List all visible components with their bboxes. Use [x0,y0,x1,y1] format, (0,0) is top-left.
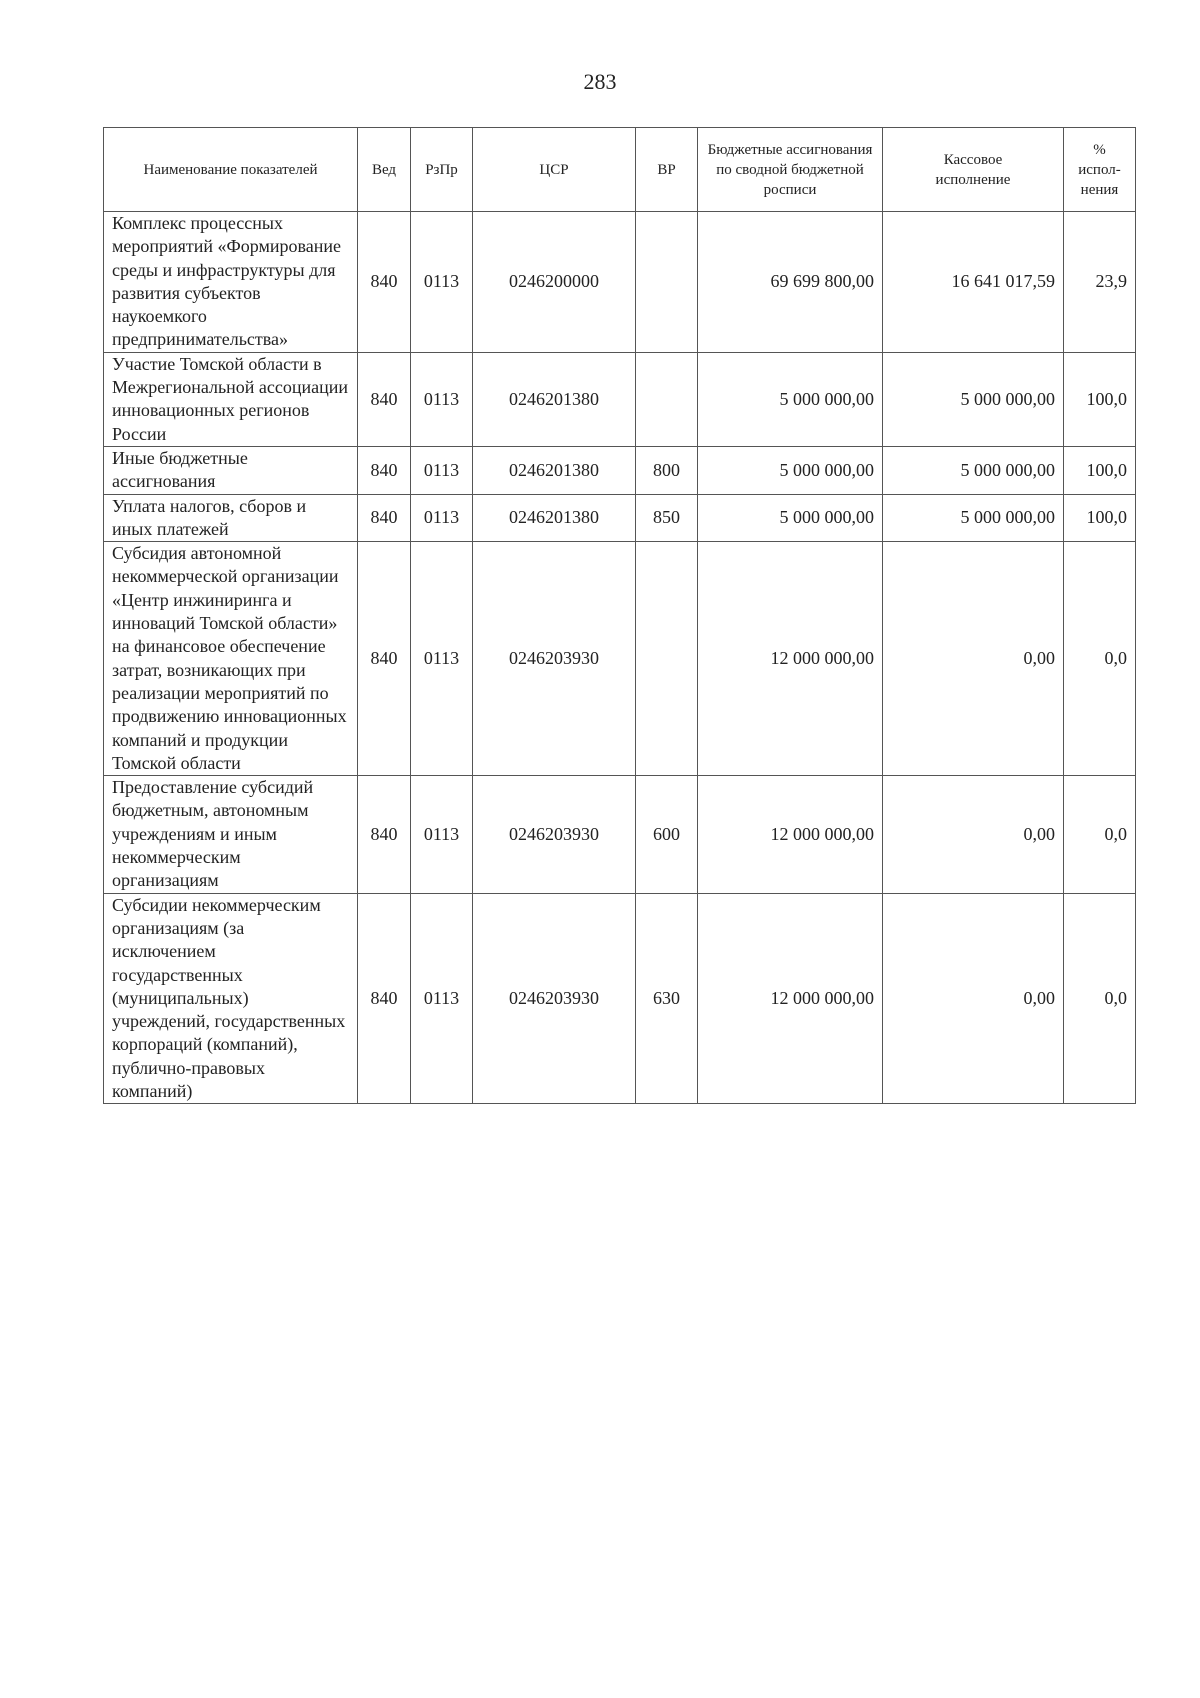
row-name: Участие Томской области в Межрегиональной ассоциации инновационных регионов России [104,352,358,446]
header-csr: ЦСР [473,128,636,212]
row-cash: 5 000 000,00 [883,494,1064,542]
row-rzpr: 0113 [411,446,473,494]
row-ved: 840 [358,776,411,893]
row-cash: 0,00 [883,776,1064,893]
row-ved: 840 [358,494,411,542]
row-csr: 0246201380 [473,446,636,494]
table-row [104,446,1136,494]
row-cash: 5 000 000,00 [883,352,1064,446]
row-budget: 5 000 000,00 [698,494,883,542]
row-budget: 5 000 000,00 [698,446,883,494]
header-percent: % испол-нения [1064,128,1136,212]
row-ved: 840 [358,212,411,353]
row-name: Субсидия автономной некоммерческой организации «Центр инжиниринга и инноваций Томской области» на финансовое обеспечение затрат, возникающих при реализации мероприятий по продвижению инновационных компаний и продукции Томской области [104,542,358,776]
row-budget: 69 699 800,00 [698,212,883,353]
row-rzpr: 0113 [411,542,473,776]
row-vr: 800 [636,446,698,494]
row-csr: 0246203930 [473,776,636,893]
header-row [104,128,1136,212]
row-vr [636,352,698,446]
row-percent: 100,0 [1064,352,1136,446]
row-rzpr: 0113 [411,893,473,1104]
row-ved: 840 [358,542,411,776]
row-ved: 840 [358,352,411,446]
row-percent: 0,0 [1064,542,1136,776]
row-vr: 600 [636,776,698,893]
row-cash: 5 000 000,00 [883,446,1064,494]
header-vr: ВР [636,128,698,212]
table-header [104,128,1136,212]
page-number: 283 [583,69,617,94]
row-csr: 0246203930 [473,893,636,1104]
row-budget: 12 000 000,00 [698,776,883,893]
row-cash: 16 641 017,59 [883,212,1064,353]
row-name: Уплата налогов, сборов и иных платежей [104,494,358,542]
row-percent: 0,0 [1064,893,1136,1104]
header-budget: Бюджетные ассигнования по сводной бюджетной росписи [698,128,883,212]
row-rzpr: 0113 [411,776,473,893]
table-row [104,893,1136,1104]
row-name: Иные бюджетные ассигнования [104,446,358,494]
row-percent: 100,0 [1064,446,1136,494]
header-rzpr: РзПр [411,128,473,212]
row-vr [636,212,698,353]
row-percent: 23,9 [1064,212,1136,353]
row-budget: 12 000 000,00 [698,893,883,1104]
header-cash: Кассовое исполнение [883,128,1064,212]
row-rzpr: 0113 [411,212,473,353]
budget-table [103,127,1136,1104]
row-vr [636,542,698,776]
table-row [104,776,1136,893]
row-cash: 0,00 [883,542,1064,776]
row-name: Субсидии некоммерческим организациям (за исключением государственных (муниципальных) учреждений, государственных корпораций (компаний), публично-правовых компаний) [104,893,358,1104]
row-csr: 0246201380 [473,494,636,542]
row-csr: 0246200000 [473,212,636,353]
row-vr: 850 [636,494,698,542]
table-body [104,212,1136,1104]
header-ved: Вед [358,128,411,212]
row-percent: 100,0 [1064,494,1136,542]
row-rzpr: 0113 [411,494,473,542]
header-name: Наименование показателей [104,128,358,212]
table-row [104,212,1136,353]
row-ved: 840 [358,446,411,494]
row-cash: 0,00 [883,893,1064,1104]
row-vr: 630 [636,893,698,1104]
row-name: Предоставление субсидий бюджетным, автономным учреждениям и иным некоммерческим организациям [104,776,358,893]
row-ved: 840 [358,893,411,1104]
table-row [104,352,1136,446]
row-budget: 12 000 000,00 [698,542,883,776]
row-rzpr: 0113 [411,352,473,446]
table-row [104,542,1136,776]
row-budget: 5 000 000,00 [698,352,883,446]
row-csr: 0246203930 [473,542,636,776]
row-percent: 0,0 [1064,776,1136,893]
table-row [104,494,1136,542]
row-csr: 0246201380 [473,352,636,446]
row-name: Комплекс процессных мероприятий «Формирование среды и инфраструктуры для развития субъектов наукоемкого предпринимательства» [104,212,358,353]
